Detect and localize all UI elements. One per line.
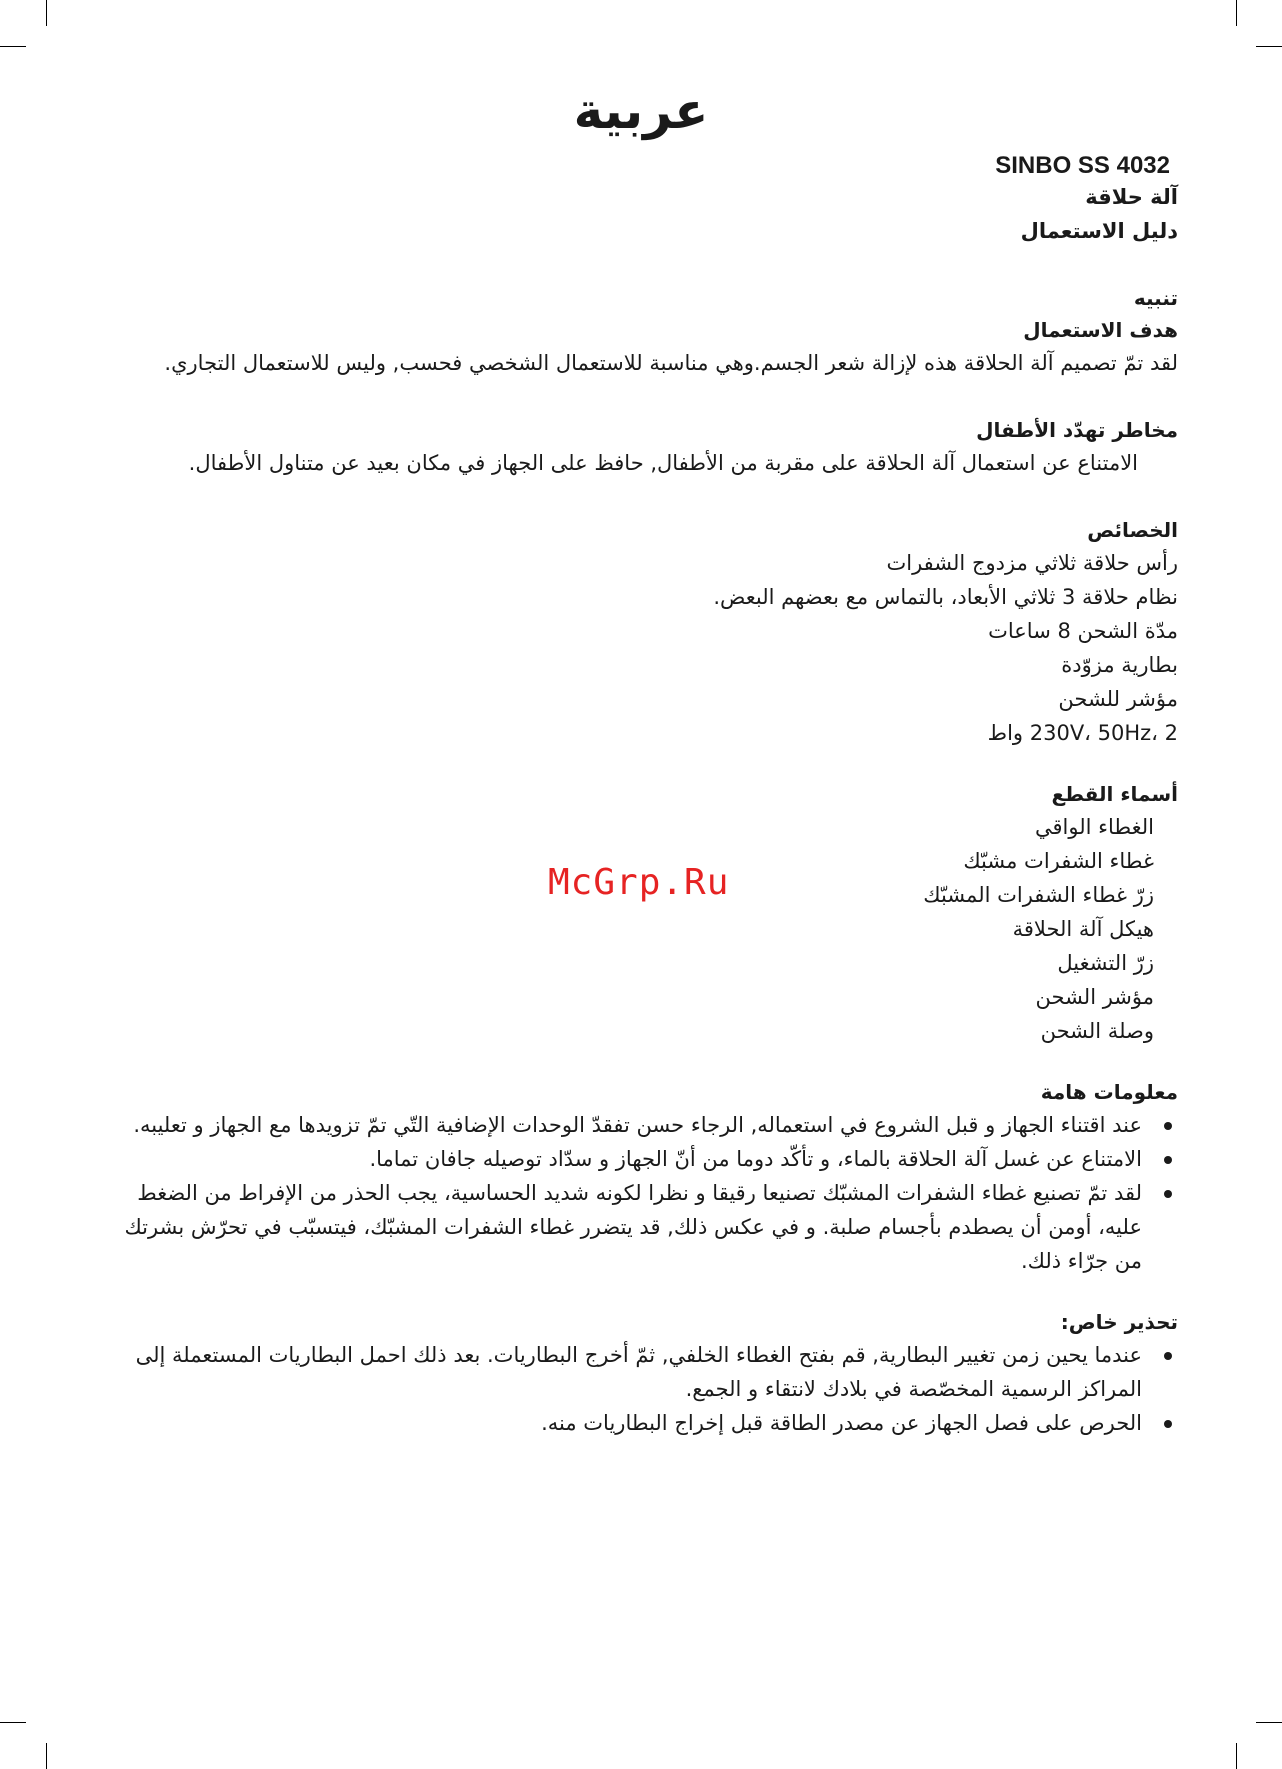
feature-item: نظام حلاقة 3 ثلاثي الأبعاد، بالتماس مع بعضهم البعض. [713,585,1178,609]
special-warning-heading: تحذير خاص: [1060,1310,1178,1334]
list-item: الامتناع عن غسل آلة الحلاقة بالماء، و تأكّد دوما من أنّ الجهاز و سدّاد توصيله جافان تماما. [112,1142,1178,1176]
page-title: عربية [573,82,709,140]
children-heading: مخاطر تهدّد الأطفال [976,418,1178,442]
part-item: غطاء الشفرات مشبّك [963,849,1154,873]
feature-item: مؤشر للشحن [1058,687,1178,711]
feature-item: بطارية مزوّدة [1061,653,1178,677]
special-warning-list [112,1338,1178,1440]
feature-item: رأس حلاقة ثلاثي مزدوج الشفرات [886,551,1178,575]
features-heading: الخصائص [1087,518,1178,542]
purpose-heading: هدف الاستعمال [1023,318,1178,342]
children-text: الامتناع عن استعمال آلة الحلاقة على مقربة من الأطفال, حافظ على الجهاز في مكان بعيد عن متناول الأطفال. [188,451,1138,475]
watermark: McGrp.Ru [548,862,730,903]
feature-item: 230V، 50Hz، 2 واط [987,721,1178,745]
manual-title: دليل الاستعمال [1020,219,1178,243]
list-item: عند اقتناء الجهاز و قبل الشروع في استعماله, الرجاء حسن تفقدّ الوحدات الإضافية التّي تمّ تزويدها مع الجهاز و تعليبه. [112,1108,1178,1142]
part-item: زرّ غطاء الشفرات المشبّك [923,883,1154,907]
list-item: الحرص على فصل الجهاز عن مصدر الطاقة قبل إخراج البطاريات منه. [112,1406,1178,1440]
parts-heading: أسماء القطع [1051,782,1178,806]
model-name: SINBO SS 4032 [995,152,1170,179]
product-name: آلة حلاقة [1085,185,1178,209]
crop-mark [1256,1722,1282,1723]
part-item: هيكل آلة الحلاقة [1012,917,1154,941]
crop-mark [0,1722,26,1723]
feature-item: مدّة الشحن 8 ساعات [988,619,1178,643]
crop-mark [46,1743,47,1769]
important-list [112,1108,1178,1278]
important-heading: معلومات هامة [1040,1080,1178,1104]
crop-mark [1236,1743,1237,1769]
document-body [112,180,1178,1440]
list-item: لقد تمّ تصنيع غطاء الشفرات المشبّك تصنيعا رقيقا و نظرا لكونه شديد الحساسية، يجب الحذر من الإفراط من الضغط عليه، أومن أن يصطدم بأجسام صلبة. و في عكس ذلك, قد يتضرر غطاء الشفرات المشبّك، فيتسبّب في تحرّش بشرتك من جرّاء ذلك. [112,1176,1178,1278]
part-item: مؤشر الشحن [1035,985,1154,1009]
crop-mark [46,0,47,26]
part-item: زرّ التشغيل [1057,951,1154,975]
part-item: وصلة الشحن [1040,1019,1154,1043]
warning-heading: تنبيه [1133,286,1178,310]
part-item: الغطاء الواقي [1035,815,1154,839]
crop-mark [1256,46,1282,47]
crop-mark [1236,0,1237,26]
purpose-text: لقد تمّ تصميم آلة الحلاقة هذه لإزالة شعر الجسم.وهي مناسبة للاستعمال الشخصي فحسب, وليس للاستعمال التجاري. [164,351,1178,375]
list-item: عندما يحين زمن تغيير البطارية, قم بفتح الغطاء الخلفي, ثمّ أخرج البطاريات. بعد ذلك احمل البطاريات المستعملة إلى المراكز الرسمية المخصّصة في بلادك لانتقاء و الجمع. [112,1338,1178,1406]
crop-mark [0,46,26,47]
